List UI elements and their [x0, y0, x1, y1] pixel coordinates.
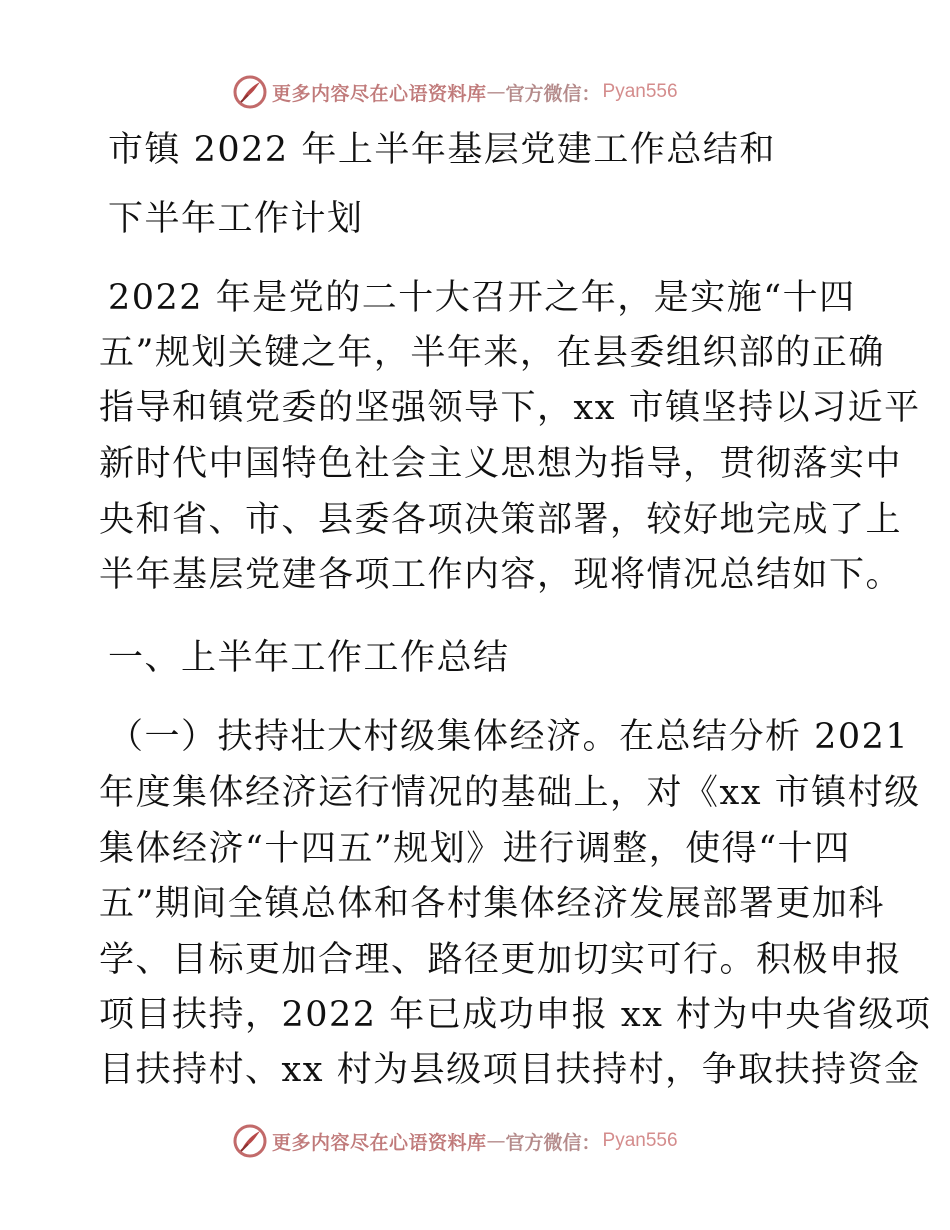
intro-line-5: 央和省、市、县委各项决策部署，较好地完成了上 [99, 500, 903, 540]
section-heading: 一、上半年工作工作总结 [108, 638, 510, 678]
subsection-line-7: 目扶持村、xx 村为县级项目扶持村，争取扶持资金 [99, 1050, 921, 1090]
watermark-footer [232, 1121, 678, 1161]
watermark-separator: — [486, 1130, 506, 1152]
watermark-text: 更多内容尽在心语资料库 [272, 1131, 487, 1154]
watermark-wechat-id: Pyan556 [602, 1130, 678, 1151]
feather-quill-logo-icon [232, 1123, 268, 1159]
intro-line-6: 半年基层党建各项工作内容，现将情况总结如下。 [99, 555, 903, 595]
watermark-separator: — [486, 81, 506, 103]
intro-line-1: 2022 年是党的二十大召开之年，是实施“十四 [108, 278, 856, 318]
feather-quill-logo-icon [232, 74, 268, 110]
watermark-text: 更多内容尽在心语资料库 [272, 82, 487, 105]
subsection-line-6: 项目扶持，2022 年已成功申报 xx 村为中央省级项 [99, 995, 932, 1035]
intro-line-3: 指导和镇党委的坚强领导下，xx 市镇坚持以习近平 [99, 388, 921, 428]
subsection-line-4: 五”期间全镇总体和各村集体经济发展部署更加科 [99, 884, 885, 924]
subsection-line-5: 学、目标更加合理、路径更加切实可行。积极申报 [99, 940, 903, 980]
subsection-line-2: 年度集体经济运行情况的基础上，对《xx 市镇村级 [99, 773, 921, 813]
watermark-wechat-label: 官方微信： [505, 82, 601, 105]
intro-line-4: 新时代中国特色社会主义思想为指导，贯彻落实中 [99, 444, 903, 484]
document-title-line-1: 市镇 2022 年上半年基层党建工作总结和 [108, 130, 776, 170]
watermark-wechat-id: Pyan556 [602, 81, 678, 102]
document-title-line-2: 下半年工作计划 [108, 199, 364, 239]
watermark-wechat-label: 官方微信： [505, 1131, 601, 1154]
subsection-line-1: （一）扶持壮大村级集体经济。在总结分析 2021 [108, 717, 910, 757]
subsection-line-3: 集体经济“十四五”规划》进行调整，使得“十四 [99, 829, 851, 869]
watermark-header [232, 72, 678, 112]
intro-line-2: 五”规划关键之年，半年来，在县委组织部的正确 [99, 333, 885, 373]
